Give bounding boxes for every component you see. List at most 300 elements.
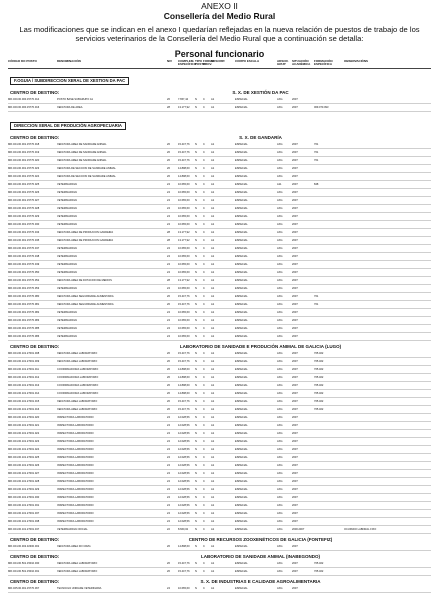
table-cell-corpo: ESPECIAL xyxy=(235,367,248,371)
table-cell-fp: C xyxy=(203,439,205,443)
table-cell-fp: C xyxy=(203,254,205,258)
table-cell-adsc: AXG xyxy=(277,318,283,322)
table-cell-code: MR.C04.00.501.15010.031 xyxy=(8,569,40,573)
table-cell-adsc: AXG xyxy=(277,206,283,210)
table-cell-adsc: AXG xyxy=(277,391,283,395)
table-cell-tp: N xyxy=(195,334,197,338)
table-cell-sit: 2007 xyxy=(292,495,298,499)
table-cell-form: 765.462 xyxy=(314,407,324,411)
table-cell-comp: 12.028,56 xyxy=(178,495,190,499)
table-cell-adsc: AXG xyxy=(277,174,283,178)
table-row xyxy=(8,462,431,470)
table-cell-niv: 24 xyxy=(167,487,170,491)
table-cell-adsc: AXG xyxy=(277,447,283,451)
table-cell-corpo: ESPECIAL xyxy=(235,479,248,483)
table-cell-corpo: ESPECIAL xyxy=(235,214,248,218)
table-cell-fp: C xyxy=(203,238,205,242)
table-cell-den: VETERINARIO/A xyxy=(57,270,78,274)
table-row xyxy=(8,317,431,325)
table-cell-grp: A1 xyxy=(211,544,215,548)
table-cell-grp: A1 xyxy=(211,206,215,210)
ministry-heading: Consellería del Medio Rural xyxy=(163,11,276,21)
table-cell-code: MR.C04.00.001.15770.050 xyxy=(8,270,40,274)
table-cell-code: MR.C04.00.001.15770.026 xyxy=(8,190,40,194)
table-cell-comp: 12.028,56 xyxy=(178,431,190,435)
table-cell-fp: C xyxy=(203,318,205,322)
spacer xyxy=(8,112,431,114)
table-cell-niv: 24 xyxy=(167,190,170,194)
table-cell-corpo: ESPECIAL xyxy=(235,544,248,548)
table-cell-fp: C xyxy=(203,455,205,459)
table-cell-corpo: ESPECIAL xyxy=(235,519,248,523)
table-row xyxy=(8,414,431,422)
table-cell-grp: A1 xyxy=(211,503,215,507)
table-cell-niv: 24 xyxy=(167,334,170,338)
table-cell-fp: C xyxy=(203,150,205,154)
destination-center-heading xyxy=(10,579,431,584)
table-cell-niv: 26 xyxy=(167,407,170,411)
table-cell-form: 761 xyxy=(314,142,319,146)
unit-heading-box: F.OGUIA / SUBDIRECCION XERAL DE XESTION DA PAC xyxy=(10,77,129,85)
destination-name: CENTRO DE RECURSOS ZOOXENÉTICOS DE GALICIA (FONTEFIZ) xyxy=(188,536,333,542)
table-cell-tp: N xyxy=(195,166,197,170)
table-cell-corpo: ESPECIAL xyxy=(235,230,248,234)
table-cell-grp: A1 xyxy=(211,166,215,170)
table-cell-corpo: ESPECIAL xyxy=(235,105,248,109)
table-cell-adsc: AXG xyxy=(277,278,283,282)
table-cell-corpo: ESPECIAL xyxy=(235,190,248,194)
table-cell-fp: C xyxy=(203,222,205,226)
table-cell-niv: 28 xyxy=(167,230,170,234)
table-cell-code: MR.C04.00.101.27001.024 xyxy=(8,447,40,451)
table-cell-corpo: ESPECIAL xyxy=(235,503,248,507)
table-cell-corpo: ESPECIAL xyxy=(235,286,248,290)
table-cell-corpo: ESPECIAL xyxy=(235,262,248,266)
table-row xyxy=(8,293,431,301)
table-cell-code: MR.C04.00.101.27001.047 xyxy=(8,527,40,531)
table-cell-grp: A1 xyxy=(211,439,215,443)
table-cell-den: COORDINADOR/A LABORATORIO xyxy=(57,391,99,395)
table-cell-adsc: AXG xyxy=(277,503,283,507)
table-cell-niv: 24 xyxy=(167,439,170,443)
table-cell-adsc: AXG xyxy=(277,230,283,234)
table-cell-comp: 10.665,60 xyxy=(178,310,190,314)
table-cell-niv: 24 xyxy=(167,270,170,274)
table-cell-grp: A1 xyxy=(211,351,215,355)
table-cell-grp: A1 xyxy=(211,278,215,282)
table-cell-den: VETERINARIO/A xyxy=(57,334,78,338)
table-row xyxy=(8,333,431,341)
table-cell-corpo: ESPECIAL xyxy=(235,431,248,435)
table-cell-fp: C xyxy=(203,561,205,565)
table-body xyxy=(8,69,431,593)
table-cell-niv: 24 xyxy=(167,503,170,507)
column-header: NIV xyxy=(167,59,173,63)
table-cell-fp: C xyxy=(203,270,205,274)
table-row xyxy=(8,269,431,277)
table-cell-niv: 24 xyxy=(167,326,170,330)
table-cell-den: INSPECTOR/A LABORATORIO xyxy=(57,463,94,467)
table-cell-sit: 2007 xyxy=(292,569,298,573)
table-cell-comp: 12.028,56 xyxy=(178,455,190,459)
table-cell-tp: N xyxy=(195,294,197,298)
table-cell-tp: N xyxy=(195,383,197,387)
table-cell-corpo: ESPECIAL xyxy=(235,278,248,282)
table-cell-grp: A1 xyxy=(211,254,215,258)
table-cell-tp: N xyxy=(195,214,197,218)
table-cell-adsc: AXG xyxy=(277,302,283,306)
table-cell-sit: 2007 xyxy=(292,463,298,467)
table-cell-niv: 26 xyxy=(167,150,170,154)
table-cell-grp: A1 xyxy=(211,222,215,226)
table-cell-fp: C xyxy=(203,142,205,146)
table-cell-comp: 15.447,76 xyxy=(178,561,190,565)
table-cell-fp: C xyxy=(203,391,205,395)
column-header: FORMACIÓN ESPECÍFICA xyxy=(314,59,333,67)
table-cell-den: VETERINARIO/A xyxy=(57,246,78,250)
table-cell-code: MR.C04.00.101.27001.025 xyxy=(8,455,40,459)
table-cell-form: 069.070.093 xyxy=(314,105,329,109)
table-cell-grp: A1 xyxy=(211,182,215,186)
table-row xyxy=(8,568,431,576)
table-cell-fp: C xyxy=(203,375,205,379)
table-cell-form: 765.462 xyxy=(314,359,324,363)
table-cell-den: VETERINARIO/A xyxy=(57,318,78,322)
table-row xyxy=(8,518,431,526)
table-cell-adsc: A11 xyxy=(277,182,282,186)
table-cell-fp: C xyxy=(203,351,205,355)
table-cell-den: VETERINARIO/A xyxy=(57,326,78,330)
table-cell-tp: N xyxy=(195,97,197,101)
table-cell-code: MR.C04.00.001.15770.083 xyxy=(8,318,40,322)
table-row xyxy=(8,277,431,285)
table-row xyxy=(8,104,431,112)
table-cell-adsc: AXG xyxy=(277,214,283,218)
table-cell-corpo: ESPECIAL xyxy=(235,97,248,101)
table-cell-niv: 24 xyxy=(167,415,170,419)
table-cell-sit: 2007 xyxy=(292,399,298,403)
table-cell-adsc: AXG xyxy=(277,495,283,499)
table-cell-den: INSPECTOR/A LABORATORIO xyxy=(57,455,94,459)
table-cell-code: MR.C04.00.501.15010.030 xyxy=(8,561,40,565)
table-cell-grp: A1 xyxy=(211,375,215,379)
table-cell-comp: 10.665,60 xyxy=(178,198,190,202)
table-cell-sit: 2007 xyxy=(292,407,298,411)
intro-paragraph: Las modificaciones que se indican en el anexo I quedarían reflejadas en la nueva relación de puestos de trabajo de los servicios veterinarios de la Consellería del Medio Rural que a continuación se detalla: xyxy=(19,25,420,43)
table-cell-corpo: ESPECIAL xyxy=(235,415,248,419)
table-cell-grp: A1 xyxy=(211,367,215,371)
table-row xyxy=(8,470,431,478)
table-cell-adsc: AXG xyxy=(277,142,283,146)
table-row xyxy=(8,406,431,414)
table-cell-niv: 24 xyxy=(167,262,170,266)
table-cell-comp: 10.665,60 xyxy=(178,222,190,226)
table-cell-code: MR.C00.00.000.15770.016 xyxy=(8,105,40,109)
table-cell-code: MR.C05.00.001.15770.067 xyxy=(8,586,40,590)
table-cell-sit: 2007 xyxy=(292,105,298,109)
table-cell-niv: 24 xyxy=(167,198,170,202)
table-cell-grp: A1 xyxy=(211,97,215,101)
table-cell-adsc: AXG xyxy=(277,383,283,387)
table-cell-adsc: AXG xyxy=(277,527,283,531)
table-cell-fp: C xyxy=(203,286,205,290)
destination-center-heading xyxy=(10,135,431,140)
table-cell-code: MR.C04.00.001.15770.048 xyxy=(8,254,40,258)
table-cell-comp: 13.177,92 xyxy=(178,278,190,282)
table-cell-den: INSPECTOR/A LABORATORIO xyxy=(57,487,94,491)
table-cell-den: XEFATURA ÁREA DE SANIDADE ANIMAL xyxy=(57,142,107,146)
table-cell-tp: N xyxy=(195,254,197,258)
destination-label: CENTRO DE DESTINO: xyxy=(10,89,60,95)
table-cell-adsc: AXG xyxy=(277,238,283,242)
table-cell-sit: 2007 xyxy=(292,519,298,523)
table-cell-fp: C xyxy=(203,174,205,178)
table-cell-sit: 2007 xyxy=(292,431,298,435)
table-cell-tp: N xyxy=(195,142,197,146)
table-cell-comp: 13.177,92 xyxy=(178,238,190,242)
table-cell-den: XEFATURA ÁREA DO CRZG xyxy=(57,544,91,548)
table-cell-grp: A1 xyxy=(211,198,215,202)
table-cell-corpo: ESPECIAL xyxy=(235,527,248,531)
table-row xyxy=(8,366,431,374)
table-cell-code: MR.C04.00.101.27001.038 xyxy=(8,519,40,523)
table-cell-niv: 26 xyxy=(167,367,170,371)
table-cell-corpo: ESPECIAL xyxy=(235,222,248,226)
table-cell-grp: A1 xyxy=(211,150,215,154)
table-cell-sit: 2007 xyxy=(292,503,298,507)
table-cell-den: INSPECTOR/A LABORATORIO xyxy=(57,511,94,515)
table-cell-form: 765.462 xyxy=(314,569,324,573)
table-cell-fp: C xyxy=(203,310,205,314)
table-cell-corpo: ESPECIAL xyxy=(235,318,248,322)
table-cell-sit: 2007 xyxy=(292,479,298,483)
table-cell-grp: A1 xyxy=(211,238,215,242)
table-cell-tp: N xyxy=(195,270,197,274)
table-cell-fp: C xyxy=(203,214,205,218)
table-cell-sit: 2007 xyxy=(292,455,298,459)
table-cell-adsc: AXG xyxy=(277,399,283,403)
table-cell-fp: C xyxy=(203,487,205,491)
table-cell-tp: N xyxy=(195,407,197,411)
table-cell-corpo: ESPECIAL xyxy=(235,166,248,170)
table-cell-corpo: ESPECIAL xyxy=(235,463,248,467)
destination-label: CENTRO DE DESTINO: xyxy=(10,553,60,559)
table-cell-grp: A1 xyxy=(211,262,215,266)
table-cell-comp: 8.660,02 xyxy=(178,527,189,531)
table-row xyxy=(8,543,431,551)
table-cell-grp: A1 xyxy=(211,326,215,330)
table-cell-niv: 24 xyxy=(167,254,170,258)
table-cell-den: XEFATURA ÁREA SEGURIDADE ALIMENTARIA xyxy=(57,302,114,306)
table-cell-comp: 15.447,76 xyxy=(178,407,190,411)
table-cell-fp: C xyxy=(203,334,205,338)
table-cell-adsc: AXG xyxy=(277,286,283,290)
column-header: CÓDIGO DO POSTO xyxy=(8,59,37,63)
table-cell-den: INSPECTOR/A LABORATORIO xyxy=(57,415,94,419)
table-cell-adsc: AXG xyxy=(277,310,283,314)
table-cell-grp: A1 xyxy=(211,286,215,290)
table-cell-code: MR.C04.00.101.27001.028 xyxy=(8,479,40,483)
table-row xyxy=(8,221,431,229)
table-cell-tp: N xyxy=(195,415,197,419)
table-cell-den: XEFATURA ÁREA DE PRODUCIÓN GANDEIRA xyxy=(57,230,114,234)
table-cell-comp: 10.665,60 xyxy=(178,270,190,274)
table-cell-den: VETERINARIO/A xyxy=(57,254,78,258)
table-cell-niv: 24 xyxy=(167,206,170,210)
table-cell-comp: 10.665,60 xyxy=(178,246,190,250)
table-cell-corpo: ESPECIAL xyxy=(235,206,248,210)
table-cell-grp: A1 xyxy=(211,447,215,451)
table-cell-corpo: ESPECIAL xyxy=(235,375,248,379)
column-header: SITUACIÓN ACADÉMICA xyxy=(292,59,311,67)
column-header: ADSCR. GRUP xyxy=(277,59,289,67)
table-cell-niv: 24 xyxy=(167,182,170,186)
table-cell-tp: N xyxy=(195,511,197,515)
table-cell-code: MR.C04.00.001.15770.043 xyxy=(8,230,40,234)
table-cell-comp: 15.447,76 xyxy=(178,351,190,355)
table-cell-comp: 15.447,76 xyxy=(178,399,190,403)
table-cell-den: COORDINADOR/A LABORATORIO xyxy=(57,375,99,379)
table-cell-grp: A1 xyxy=(211,359,215,363)
table-row xyxy=(8,478,431,486)
table-cell-adsc: AXG xyxy=(277,222,283,226)
table-cell-corpo: ESPECIAL xyxy=(235,254,248,258)
table-cell-adsc: AXG xyxy=(277,150,283,154)
table-cell-code: MR.C04.00.101.27001.026 xyxy=(8,463,40,467)
table-cell-tp: N xyxy=(195,262,197,266)
column-header: ADSCRIP. xyxy=(211,59,225,63)
table-cell-form: 761 xyxy=(314,150,319,154)
table-cell-code: MR.C04.00.101.27001.037 xyxy=(8,511,40,515)
table-cell-comp: 15.447,76 xyxy=(178,302,190,306)
table-cell-fp: C xyxy=(203,246,205,250)
table-row xyxy=(8,149,431,157)
column-header-row xyxy=(8,60,431,69)
table-cell-adsc: AXG xyxy=(277,198,283,202)
table-row xyxy=(8,253,431,261)
table-row xyxy=(8,585,431,593)
table-cell-corpo: ESPECIAL xyxy=(235,487,248,491)
table-cell-tp: N xyxy=(195,471,197,475)
table-cell-den: XEFATURA ÁREA DE SANIDADE ANIMAL xyxy=(57,150,107,154)
table-cell-tp: N xyxy=(195,206,197,210)
table-cell-tp: N xyxy=(195,495,197,499)
table-cell-den: VETERINARIO/A xyxy=(57,182,78,186)
table-cell-den: XEFATURA ÁREA DE PRODUCIÓN GANDEIRA xyxy=(57,238,114,242)
table-cell-code: MR.C04.00.001.15770.025 xyxy=(8,182,40,186)
table-cell-den: VETERINARIO/A xyxy=(57,214,78,218)
table-cell-grp: A1 xyxy=(211,310,215,314)
table-cell-niv: 24 xyxy=(167,286,170,290)
destination-center-heading xyxy=(10,537,431,542)
table-cell-grp: A1 xyxy=(211,487,215,491)
table-cell-corpo: ESPECIAL xyxy=(235,158,248,162)
table-cell-sit: 2007 xyxy=(292,190,298,194)
table-cell-comp: 12.028,56 xyxy=(178,415,190,419)
table-cell-niv: 24 xyxy=(167,479,170,483)
table-row xyxy=(8,205,431,213)
column-header: OBSERVACIÓNS xyxy=(344,59,369,63)
table-row xyxy=(8,390,431,398)
table-cell-sit: 2007 xyxy=(292,174,298,178)
table-cell-den: INSPECTOR/A LABORATORIO xyxy=(57,479,94,483)
table-cell-adsc: AXG xyxy=(277,158,283,162)
table-row xyxy=(8,422,431,430)
table-cell-comp: 14.898,60 xyxy=(178,166,190,170)
table-cell-code: MR.C04.00.001.15770.020 xyxy=(8,158,40,162)
table-cell-comp: 15.447,76 xyxy=(178,359,190,363)
table-cell-grp: A1 xyxy=(211,105,215,109)
table-cell-comp: 10.665,60 xyxy=(178,262,190,266)
table-cell-den: INSPECTOR/A LABORATORIO xyxy=(57,519,94,523)
table-cell-den: INSPECTOR/A LABORATORIO xyxy=(57,439,94,443)
table-row xyxy=(8,301,431,309)
table-cell-den: VETERINARIO/A xyxy=(57,286,78,290)
table-cell-code: MR.C04.00.001.15770.029 xyxy=(8,214,40,218)
table-cell-code: MR.C04.00.101.27001.030 xyxy=(8,495,40,499)
table-cell-sit: 2007 xyxy=(292,198,298,202)
table-cell-corpo: ESPECIAL xyxy=(235,561,248,565)
table-cell-adsc: AXG xyxy=(277,423,283,427)
table-cell-den: XEFATURA ÁREA DE SANIDADE ANIMAL xyxy=(57,158,107,162)
table-cell-fp: C xyxy=(203,415,205,419)
table-cell-corpo: ESPECIAL xyxy=(235,391,248,395)
table-cell-code: MR.C00.00.000.15770.014 xyxy=(8,97,40,101)
table-cell-code: MR.C04.00.101.27001.027 xyxy=(8,471,40,475)
table-cell-den: INSPECTOR/A LABORATORIO xyxy=(57,471,94,475)
table-cell-fp: C xyxy=(203,569,205,573)
table-cell-comp: 14.898,60 xyxy=(178,174,190,178)
table-cell-form: 761 xyxy=(314,158,319,162)
table-cell-code: MR.C04.00.101.27001.023 xyxy=(8,439,40,443)
table-cell-adsc: AXG xyxy=(277,431,283,435)
table-cell-comp: 10.665,60 xyxy=(178,254,190,258)
destination-name: LABORATORIO DE SANIDADE ANIMAL (INABEGONDO) xyxy=(200,553,321,559)
table-cell-sit: 2007 xyxy=(292,270,298,274)
table-row xyxy=(8,382,431,390)
table-cell-sit: 2007 xyxy=(292,254,298,258)
table-cell-tp: N xyxy=(195,367,197,371)
table-cell-comp: 12.028,56 xyxy=(178,471,190,475)
table-cell-tp: N xyxy=(195,150,197,154)
table-cell-fp: C xyxy=(203,586,205,590)
table-cell-adsc: AXG xyxy=(277,569,283,573)
table-cell-sit: 2007 xyxy=(292,439,298,443)
table-cell-niv: 26 xyxy=(167,158,170,162)
table-cell-adsc: AXG xyxy=(277,415,283,419)
destination-name: S. X. DE GANDARÍA xyxy=(239,134,282,140)
table-cell-form: 761 xyxy=(314,294,319,298)
table-cell-fp: C xyxy=(203,198,205,202)
table-cell-niv: 26 xyxy=(167,142,170,146)
table-cell-niv: 24 xyxy=(167,586,170,590)
table-cell-tp: N xyxy=(195,375,197,379)
table-cell-code: MR.C04.00.001.15770.028 xyxy=(8,206,40,210)
table-cell-corpo: ESPECIAL xyxy=(235,302,248,306)
table-cell-tp: N xyxy=(195,302,197,306)
table-cell-adsc: AXG xyxy=(277,519,283,523)
table-cell-tp: N xyxy=(195,222,197,226)
table-cell-adsc: AXG xyxy=(277,407,283,411)
table-cell-den: XEFATURA ÁREA LABORATORIO xyxy=(57,351,98,355)
table-cell-comp: 10.665,60 xyxy=(178,214,190,218)
table-cell-sit: 2007 xyxy=(292,142,298,146)
table-cell-fp: C xyxy=(203,166,205,170)
table-cell-corpo: ESPECIAL xyxy=(235,270,248,274)
table-row xyxy=(8,454,431,462)
table-cell-grp: A1 xyxy=(211,214,215,218)
table-cell-sit: 2007 xyxy=(292,206,298,210)
